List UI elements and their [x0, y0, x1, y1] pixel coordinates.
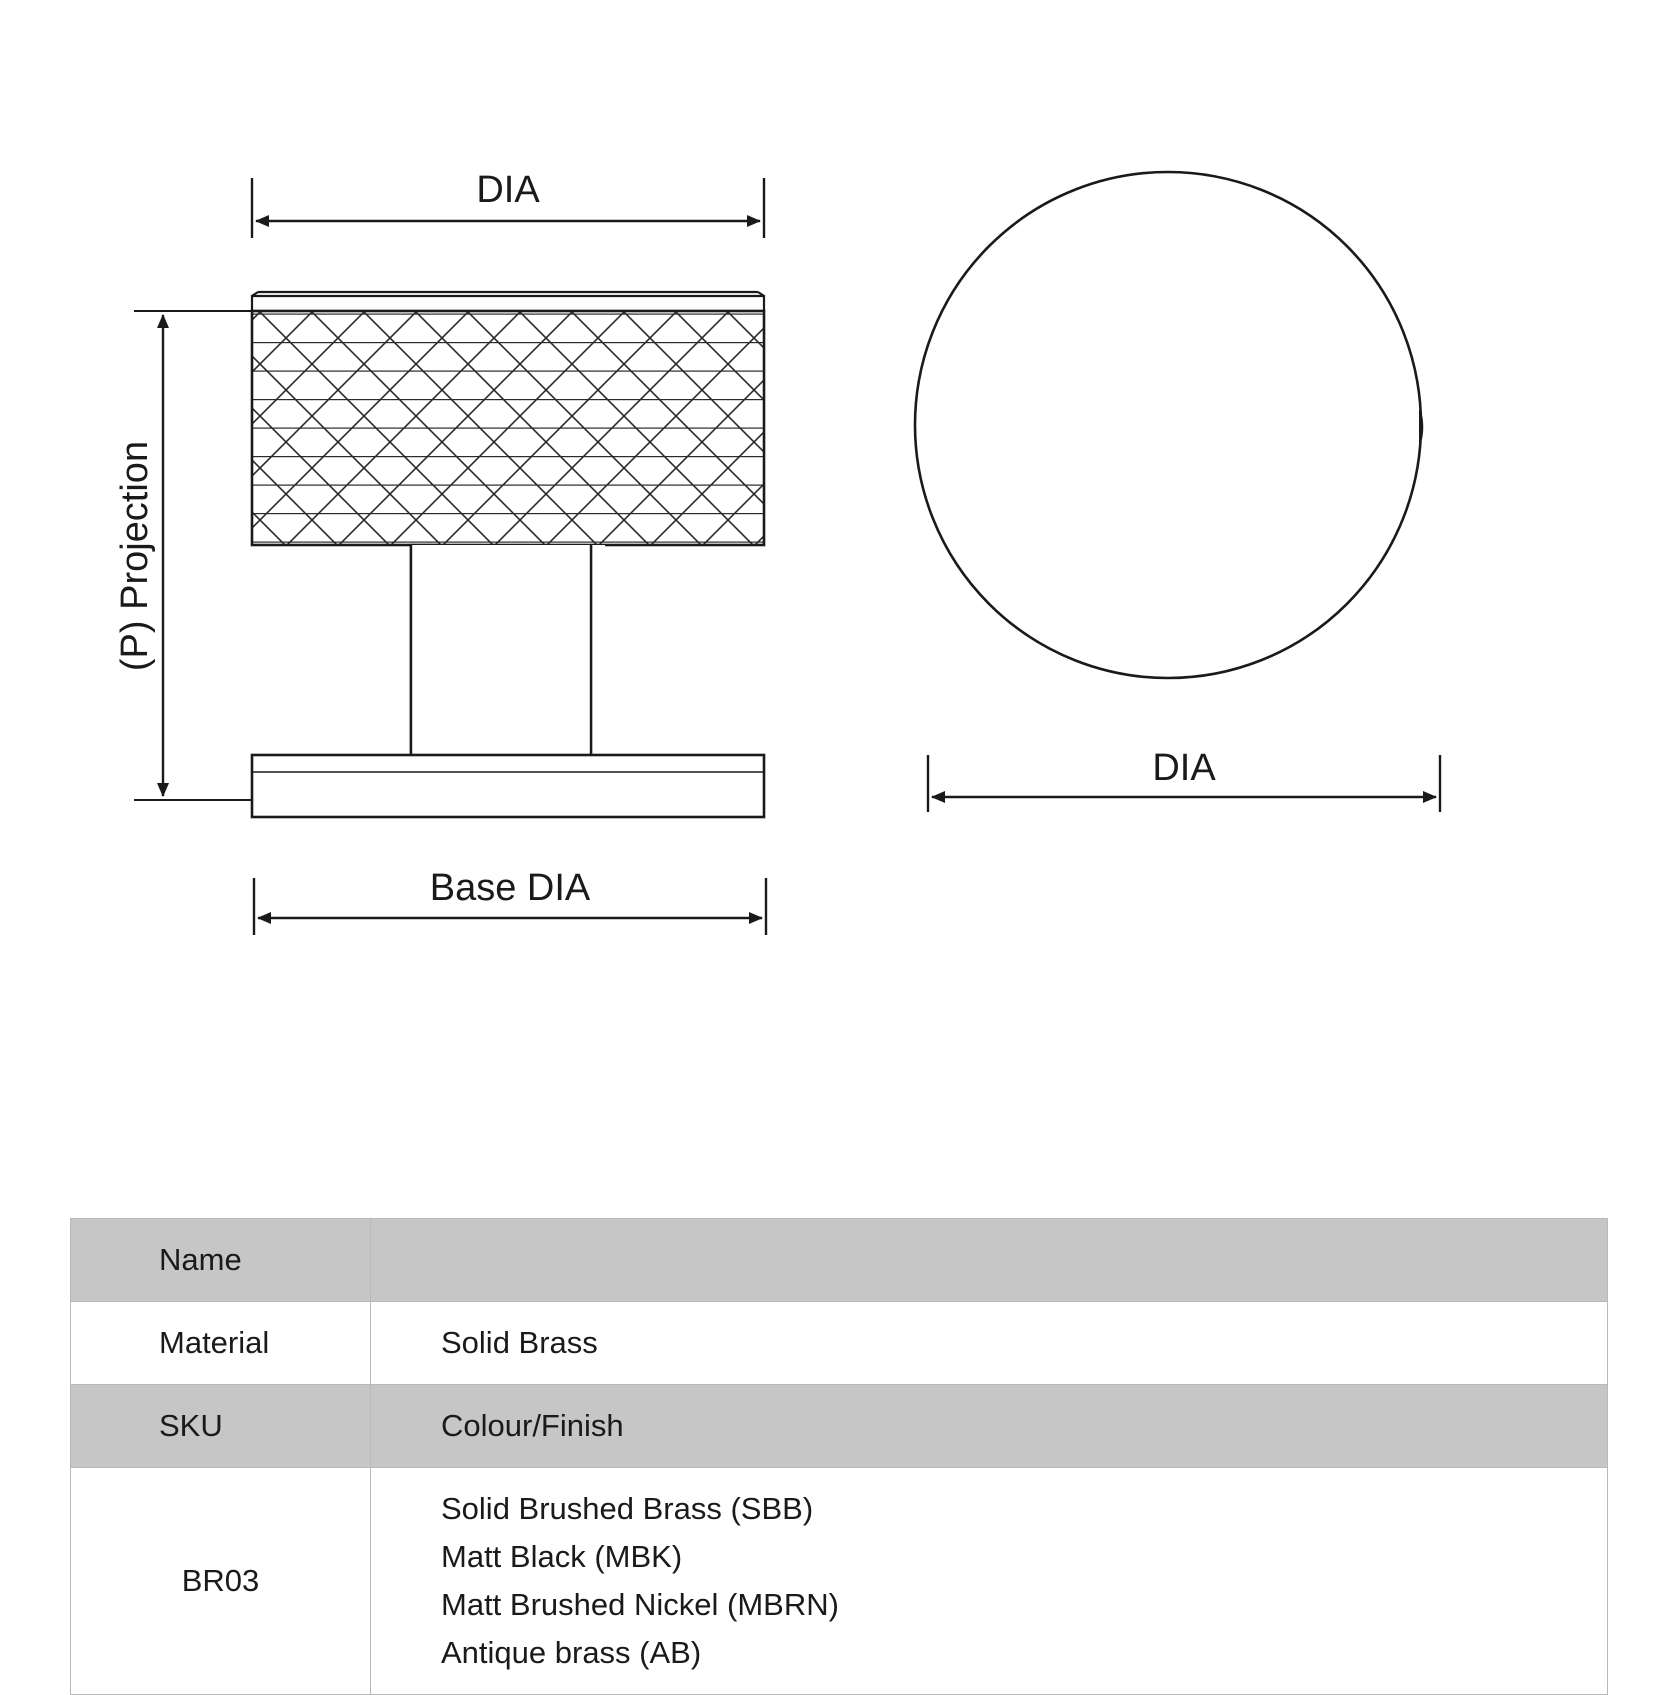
table-row [71, 1219, 1608, 1302]
finish-item: Matt Black (MBK) [441, 1539, 683, 1575]
knob-plan-view [915, 172, 1423, 678]
table-row [71, 1302, 1608, 1385]
table-cell-sku-label: SKU [159, 1408, 223, 1444]
dim-dia-top-label: DIA [476, 169, 540, 211]
dim-projection-label: (P) Projection [114, 440, 156, 672]
table-row [71, 1385, 1608, 1468]
dim-dia-right [928, 747, 1440, 812]
table-cell-name-label: Name [159, 1242, 242, 1277]
table-cell-name-value [371, 1243, 1607, 1277]
spec-table [70, 1218, 1608, 1695]
table-cell-colour-finish-label: Colour/Finish [441, 1408, 624, 1444]
dim-dia-top [252, 169, 764, 238]
table-cell-sku-value: BR03 [181, 1563, 260, 1599]
table-cell-finish-list [371, 1468, 1607, 1694]
table-cell-material-value: Solid Brass [441, 1325, 598, 1361]
finish-item: Matt Brushed Nickel (MBRN) [441, 1587, 839, 1623]
table-row [71, 1468, 1608, 1695]
knob-base [252, 755, 764, 817]
dim-base-dia [254, 867, 766, 935]
finish-item: Solid Brushed Brass (SBB) [441, 1491, 814, 1527]
dim-projection [114, 311, 252, 800]
dim-base-dia-label: Base DIA [429, 867, 591, 909]
dim-dia-right-label: DIA [1152, 747, 1216, 789]
table-cell-material-label: Material [159, 1325, 270, 1361]
finish-item: Antique brass (AB) [441, 1635, 702, 1671]
knob-head [252, 292, 764, 545]
knob-stem [411, 545, 605, 755]
